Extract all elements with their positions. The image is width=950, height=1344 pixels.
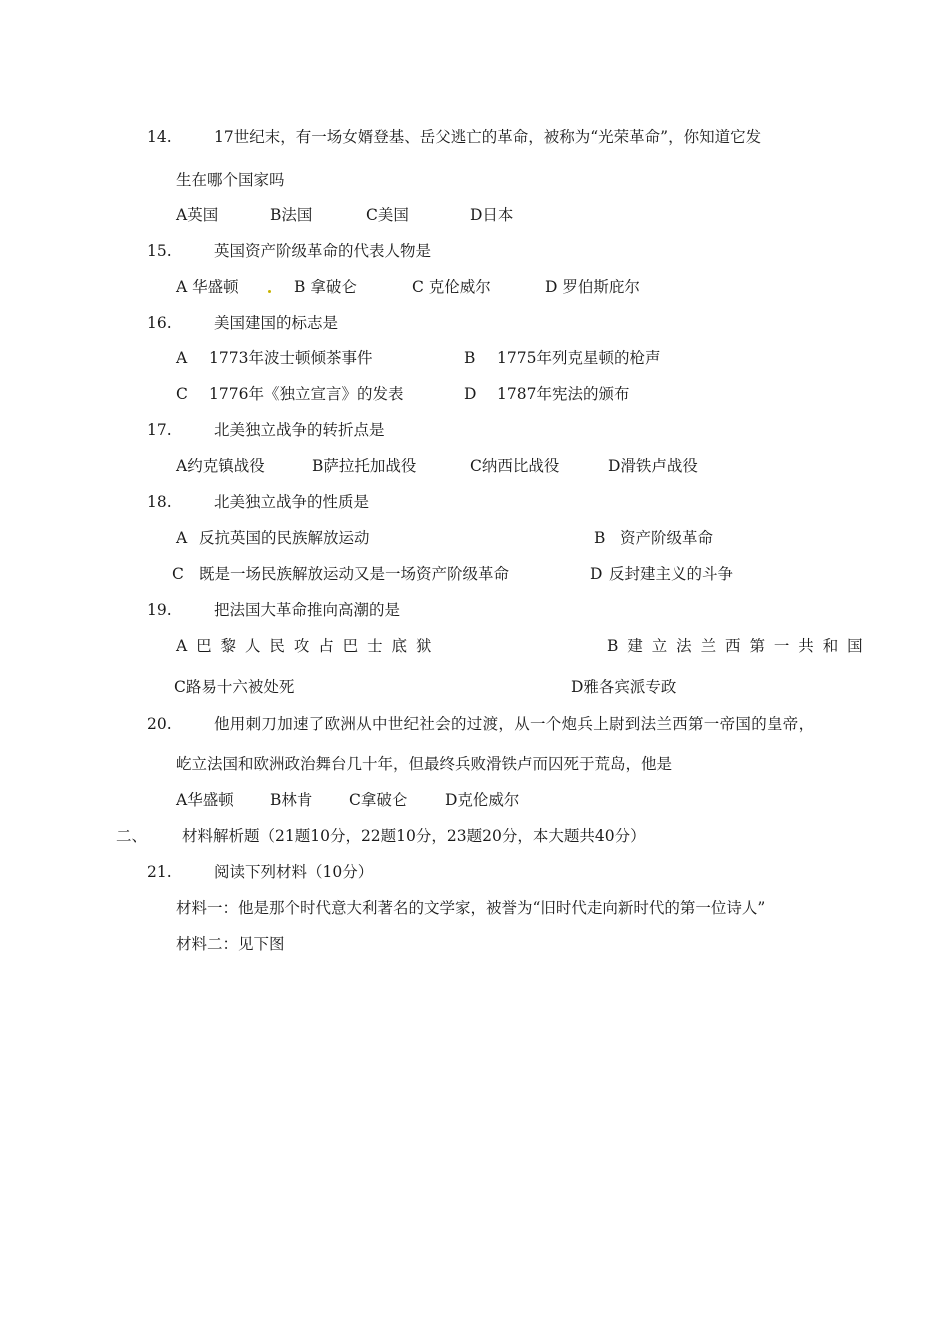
q18-option-d-letter: D bbox=[590, 565, 603, 583]
q18-option-d-text: 反封建主义的斗争 bbox=[609, 565, 734, 583]
material-1: 材料一：他是那个时代意大利著名的文学家，被誉为“旧时代走向新时代的第一位诗人” bbox=[176, 899, 766, 917]
question-15-stem: 英国资产阶级革命的代表人物是 bbox=[214, 242, 432, 260]
scan-speck bbox=[268, 290, 271, 293]
q14-option-c: C美国 bbox=[366, 206, 409, 224]
question-14-number: 14. bbox=[147, 128, 172, 146]
q18-option-a-text: 反抗英国的民族解放运动 bbox=[199, 529, 370, 547]
q14-option-d: D日本 bbox=[470, 206, 514, 224]
q16-option-a-letter: A bbox=[176, 349, 188, 367]
q20-option-c: C拿破仑 bbox=[349, 791, 408, 809]
q17-option-b: B萨拉托加战役 bbox=[312, 457, 417, 475]
question-19-stem: 把法国大革命推向高潮的是 bbox=[214, 601, 401, 619]
q18-option-a-letter: A bbox=[176, 529, 188, 547]
question-19-number: 19. bbox=[147, 601, 172, 619]
q18-option-b-text: 资产阶级革命 bbox=[620, 529, 714, 547]
section-2-title: 材料解析题（21题10分，22题10分，23题20分，本大题共40分） bbox=[182, 827, 646, 845]
q20-option-b: B林肯 bbox=[270, 791, 313, 809]
q20-option-d: D克伦威尔 bbox=[445, 791, 520, 809]
q17-option-a: A约克镇战役 bbox=[176, 457, 265, 475]
section-2-number: 二、 bbox=[116, 827, 148, 845]
question-21-number: 21. bbox=[147, 863, 172, 881]
question-17-number: 17. bbox=[147, 421, 172, 439]
question-14-stem: 17世纪末，有一场女婿登基、岳父逃亡的革命，被称为“光荣革命”，你知道它发 bbox=[214, 128, 762, 146]
q18-option-b-letter: B bbox=[594, 529, 606, 547]
q15-option-d: D 罗伯斯庇尔 bbox=[545, 278, 640, 296]
q19-option-a: A 巴 黎 人 民 攻 占 巴 士 底 狱 bbox=[176, 637, 434, 655]
q19-option-b: B 建 立 法 兰 西 第 一 共 和 国 bbox=[607, 637, 865, 655]
q14-option-b: B法国 bbox=[270, 206, 313, 224]
q16-option-b-text: 1775年列克星顿的枪声 bbox=[497, 349, 661, 367]
question-21-stem: 阅读下列材料（10分） bbox=[214, 863, 374, 881]
q16-option-c-letter: C bbox=[176, 385, 188, 403]
question-16-number: 16. bbox=[147, 314, 172, 332]
q16-option-d-text: 1787年宪法的颁布 bbox=[497, 385, 630, 403]
question-20-number: 20. bbox=[147, 715, 172, 733]
question-20-stem: 他用刺刀加速了欧洲从中世纪社会的过渡，从一个炮兵上尉到法兰西第一帝国的皇帝， bbox=[214, 715, 815, 733]
q18-option-c-letter: C bbox=[172, 565, 184, 583]
q15-option-c: C 克伦威尔 bbox=[412, 278, 491, 296]
question-16-stem: 美国建国的标志是 bbox=[214, 314, 339, 332]
question-18-number: 18. bbox=[147, 493, 172, 511]
material-2: 材料二：见下图 bbox=[176, 935, 285, 953]
question-14-stem-cont: 生在哪个国家吗 bbox=[176, 171, 285, 189]
q15-option-a: A 华盛顿 bbox=[176, 278, 239, 296]
q17-option-c: C纳西比战役 bbox=[470, 457, 560, 475]
q16-option-d-letter: D bbox=[464, 385, 477, 403]
q16-option-c-text: 1776年《独立宣言》的发表 bbox=[209, 385, 404, 403]
q19-option-d: D雅各宾派专政 bbox=[571, 678, 677, 696]
q18-option-c-text: 既是一场民族解放运动又是一场资产阶级革命 bbox=[199, 565, 510, 583]
q16-option-b-letter: B bbox=[464, 349, 476, 367]
q15-option-b: B 拿破仑 bbox=[294, 278, 357, 296]
question-18-stem: 北美独立战争的性质是 bbox=[214, 493, 370, 511]
q14-option-a: A英国 bbox=[176, 206, 219, 224]
q20-option-a: A华盛顿 bbox=[176, 791, 234, 809]
question-17-stem: 北美独立战争的转折点是 bbox=[214, 421, 385, 439]
q16-option-a-text: 1773年波士顿倾茶事件 bbox=[209, 349, 373, 367]
q19-option-c: C路易十六被处死 bbox=[174, 678, 295, 696]
q17-option-d: D滑铁卢战役 bbox=[608, 457, 698, 475]
question-20-stem-cont: 屹立法国和欧洲政治舞台几十年，但最终兵败滑铁卢而囚死于荒岛，他是 bbox=[176, 755, 673, 773]
question-15-number: 15. bbox=[147, 242, 172, 260]
